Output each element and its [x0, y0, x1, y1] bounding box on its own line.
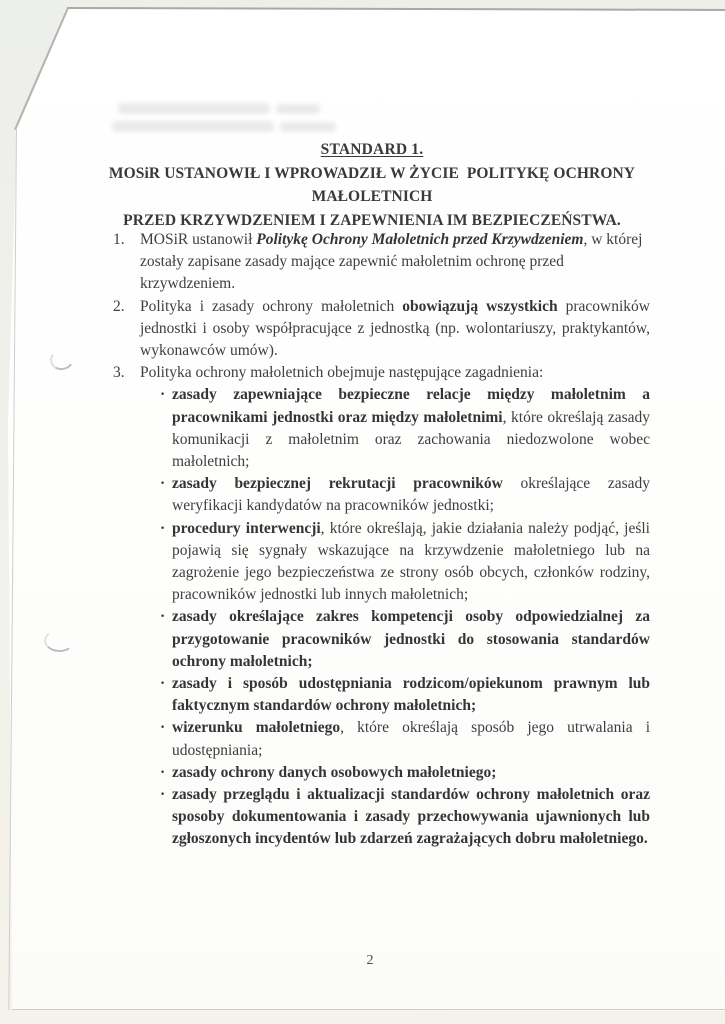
- page-edge-bottom: [12, 1009, 725, 1010]
- bullet-text: [172, 606, 650, 673]
- page-footer: [0, 951, 725, 969]
- bleed-through-text: [118, 103, 270, 114]
- page-number: 2: [366, 953, 374, 968]
- text-segment: Politykę Ochrony Małoletnich przed Krzywdzeniem: [256, 231, 584, 248]
- bullet-marker: ·: [160, 475, 166, 493]
- text-segment: , w której zostały zapisane zasady mające zapewnić małoletnim ochronę przed krzywdzeniem.: [140, 231, 643, 293]
- text-segment: , które określają sposób jego utrwalania i udostępniania;: [172, 719, 650, 759]
- bullet-marker: ·: [160, 763, 166, 781]
- document-subtitle-line2: PRZED KRZYWDZENIEM I ZAPEWNIENIA IM BEZPIECZEŃSTWA.: [123, 211, 621, 229]
- text-segment: zasady przeglądu i aktualizacji standardów ochrony małoletnich oraz sposoby dokumentowania i zasady przechowywania ujawnionych lub zgłoszonych incydentów lub zdarzeń zagrażających dobru małoletniego.: [172, 786, 650, 848]
- bullet-text: [172, 762, 650, 784]
- bleed-through-text: [276, 104, 320, 114]
- text-segment: Polityka ochrony małoletnich obejmuje następujące zagadnienia:: [140, 364, 544, 382]
- text-segment: zasady określające zakres kompetencji osoby odpowiedzialnej za przygotowanie pracowników jednostki do stosowania standardów ochrony małoletnich;: [172, 608, 650, 670]
- bullet-item: [160, 606, 650, 673]
- bullet-marker: ·: [160, 386, 166, 404]
- text-segment: pracowników jednostki i osoby współpracujące z jednostką (np. wolontariuszy, praktykantów, wykonawców umów).: [140, 297, 650, 360]
- bleed-through-text: [112, 121, 274, 132]
- numbered-item: [113, 229, 650, 296]
- bullet-list: [160, 384, 650, 850]
- text-segment: obowiązują wszystkich: [402, 297, 558, 315]
- text-segment: wizerunku małoletniego: [172, 719, 341, 737]
- bullet-text: [172, 673, 650, 717]
- bullet-item: [160, 762, 650, 784]
- item-text: [140, 296, 650, 363]
- numbered-item: [113, 362, 650, 384]
- text-segment: procedury interwencji: [172, 519, 321, 537]
- numbered-list: [113, 229, 650, 851]
- text-segment: zasady bezpiecznej rekrutacji pracowników: [172, 475, 503, 493]
- text-segment: zasady ochrony danych osobowych małoletniego;: [172, 763, 497, 781]
- bullet-text: [172, 717, 650, 761]
- bullet-marker: ·: [160, 608, 166, 626]
- bullet-item: [160, 518, 650, 607]
- bullet-item: [160, 473, 650, 517]
- bullet-item: [160, 784, 650, 851]
- bullet-item: [160, 673, 650, 717]
- bullet-text: [172, 518, 650, 607]
- item-number: 1.: [113, 231, 125, 248]
- bullet-marker: ·: [160, 719, 166, 737]
- bullet-text: [172, 784, 650, 851]
- text-segment: zasady zapewniające bezpieczne relacje między małoletnim a pracownikami jednostki oraz między małoletnimi: [172, 386, 650, 426]
- document-header: [88, 141, 656, 232]
- bullet-marker: ·: [160, 675, 166, 693]
- bullet-item: [160, 717, 650, 761]
- bullet-marker: ·: [160, 519, 166, 537]
- text-segment: , które określają, jakie działania należy podjąć, jeśli pojawią się sygnały wskazujące na krzywdzenie małoletniego lub na zagrożenie jego bezpieczeństwa ze strony osób obcych, członków rodziny, pracowników jednostki lub innych małoletnich;: [172, 519, 650, 604]
- bullet-text: [172, 384, 650, 473]
- bullet-item: [160, 384, 650, 473]
- bullet-marker: ·: [160, 786, 166, 804]
- text-segment: MOSiR ustanowił: [140, 231, 257, 248]
- document-title: STANDARD 1.: [320, 141, 424, 158]
- item-number: 3.: [113, 364, 125, 382]
- bleed-through-text: [280, 122, 336, 132]
- text-segment: określające zasady weryfikacji kandydatów na pracowników jednostki;: [172, 475, 650, 515]
- text-segment: , które określają zasady komunikacji z małoletnim oraz zachowania niedozwolone wobec małoletnich;: [172, 408, 651, 471]
- item-text: [140, 229, 650, 296]
- item-text: [140, 362, 650, 384]
- text-segment: zasady i sposób udostępniania rodzicom/opiekunom prawnym lub faktycznym standardów ochrony małoletnich;: [172, 675, 650, 715]
- document-subtitle-line1: MOSiR USTANOWIŁ I WPROWADZIŁ W ŻYCIE POLITYKĘ OCHRONY MAŁOLETNICH: [108, 164, 640, 205]
- numbered-item: [113, 296, 650, 363]
- text-segment: Polityka i zasady ochrony małoletnich: [140, 297, 403, 315]
- item-number: 2.: [113, 297, 125, 315]
- bullet-text: [172, 473, 650, 517]
